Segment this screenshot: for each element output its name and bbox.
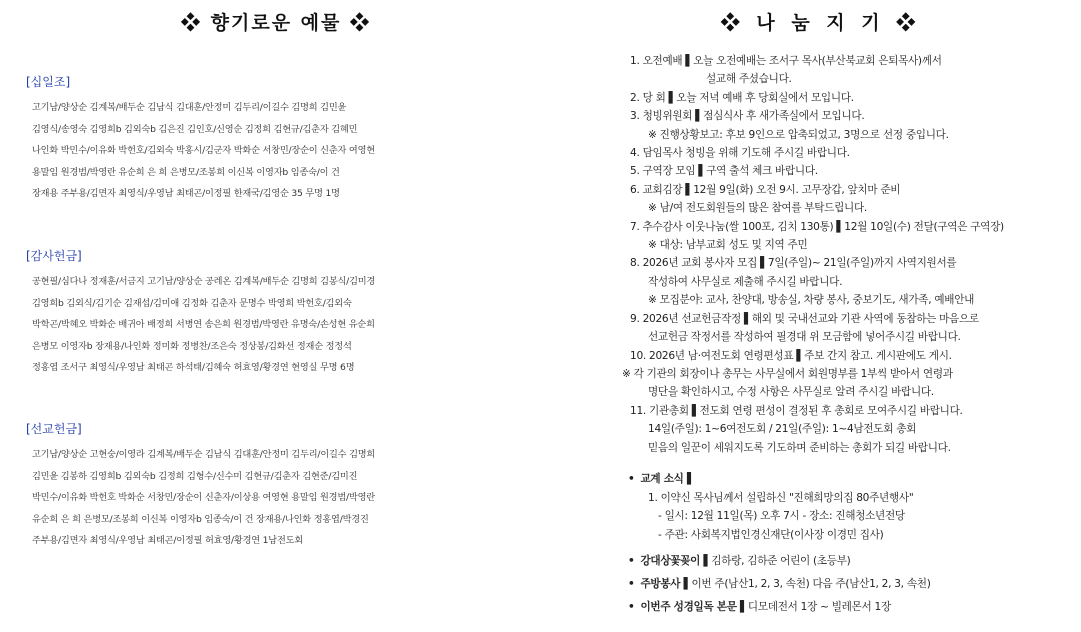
notice-item: 4. 담임목사 청빙을 위해 기도해 주시길 바랍니다. [630, 147, 850, 160]
church-news-title: 교계 소식 ▌ [640, 473, 695, 485]
news-section [628, 470, 1073, 616]
mission-names [26, 444, 556, 552]
mission-section [26, 420, 556, 552]
thanks-section [26, 247, 556, 379]
bullet-icon: • [628, 577, 635, 590]
thanks-title: [감사헌금] [26, 249, 82, 263]
notice-item: 6. 교회김장 ▌12월 9일(화) 오전 9시. 고무장갑, 앞치마 준비 [630, 183, 901, 196]
name-line: 고기남/양상순 고현숭/이영라 김계복/배두순 김남식 김대훈/안정미 김두리/이길수 김명희 [32, 449, 376, 460]
notice-item: ※ 대상: 남부교회 성도 및 지역 주민 [648, 239, 808, 252]
kitchen-item [628, 575, 1073, 594]
name-line: 김민윤 김봉하 김영희b 김외숙b 김정희 김형수/신수미 김현규/김춘자 김현준/김미진 [32, 470, 358, 482]
notice-item: ※ 남/여 전도회원들의 많은 참여를 부탁드립니다. [648, 202, 867, 215]
church-news-line: 1. 이약신 목사님께서 설립하신 "진해희망의집 80주년행사" [648, 491, 914, 504]
notice-item: ※ 각 기관의 회장이나 총무는 사무실에서 회원명부를 1부씩 받아서 연령과 [622, 367, 953, 380]
flower-text: 김하랑, 김하준 어린이 (초등부) [711, 555, 851, 568]
flower-item [628, 552, 1073, 571]
name-line: 박학곤/박혜오 박화순 배귀아 배정희 서병연 송은희 원경범/박영란 유명숙/손성현 유순희 [32, 319, 375, 331]
notice-item: 9. 2026년 선교헌금작정 ▌해외 및 국내선교와 기관 사역에 동참하는 마음으로 [630, 312, 979, 325]
tithe-names [26, 97, 556, 205]
mission-title: [선교헌금] [26, 422, 82, 436]
name-line: 나인화 박민수/이유화 박헌호/김외숙 박홍시/김군자 박화순 서창민/장순이 신춘자 여영현 [32, 145, 375, 157]
notice-item: 명단을 확인하시고, 수정 사항은 사무실로 알려 주시길 바랍니다. [648, 386, 934, 399]
notice-item: 7. 추수감사 이웃나눔(쌀 100포, 김치 130통) ▌12월 10일(수) 전달(구역은 구역장) [630, 220, 1004, 233]
name-line: 장재용 주부용/김면자 최영식/우영남 최태곤/이정필 한재국/김영순 35 무명 1명 [32, 188, 340, 200]
notice-item: 설교해 주셨습니다. [706, 73, 792, 86]
notice-item: 14일(주일): 1~6여전도회 / 21일(주일): 1~4남전도회 총회 [648, 423, 917, 436]
bible-title: 이번주 성경일독 본문 ▌ [640, 600, 748, 613]
notice-item: 선교헌금 작정서를 작성하여 필경대 위 모금함에 넣어주시길 바랍니다. [648, 331, 961, 344]
name-line: 박민수/이유화 박헌호 박화순 서창민/장순이 신춘자/이상용 여영현 용말임 원경범/박영란 [32, 492, 375, 504]
notice-item: 작성하여 사무실로 제출해 주시길 바랍니다. [648, 275, 843, 288]
tithe-title: [십일조] [26, 75, 71, 89]
notice-item: 10. 2026년 남·여전도회 연령편성표 ▌주보 간지 참고. 게시판에도 게시. [630, 349, 952, 362]
notice-list [622, 52, 1075, 457]
name-line: 공현필/심다나 정재훈/서금지 고기남/양상순 공레온 김계복/배두순 김명희 김봉식/김미경 [32, 276, 376, 287]
church-news-heading [628, 470, 1073, 489]
offerings-title: ❖ 향기로운 예물 ❖ [181, 12, 371, 34]
name-line: 김영식/송영숙 김영희b 김외숙b 김은진 김인호/신영순 김정희 김현규/김춘자 김혜민 [32, 123, 358, 135]
name-line: 유순희 은 희 은병모/조봉희 이신복 이영자b 임종숙/이 건 장재용/나인화 정홍엽/박경진 [32, 513, 369, 525]
church-news-line: - 주관: 사회복지법인경신재단(이사장 이경민 집사) [658, 528, 884, 541]
notice-item: ※ 진행상황보고: 후보 9인으로 압축되었고, 3명으로 선정 중입니다. [648, 128, 949, 141]
kitchen-title: 주방봉사 ▌ [640, 577, 692, 590]
name-line: 주부용/김면자 최영식/우영남 최태곤/이정필 허효영/황경연 1남전도회 [32, 535, 304, 547]
kitchen-text: 이번 주(남산1, 2, 3, 속천) 다음 주(남산1, 2, 3, 속천) [691, 577, 931, 590]
name-line: 정홍엽 조서구 최영식/우영남 최태곤 하석태/김혜숙 허효영/황경연 현영실 무명 6명 [32, 362, 355, 374]
name-line: 용말임 원경범/박영란 유순희 은 희 은병모/조봉희 이신복 이영자b 임종숙/이 건 [32, 166, 340, 178]
notice-item: 1. 오전예배 ▌오늘 오전예배는 조서구 목사(부산북교회 은퇴목사)께서 [630, 55, 942, 67]
notice-item: 5. 구역장 모임 ▌구역 출석 체크 바랍니다. [630, 165, 818, 178]
bible-text: 디모데전서 1장 ~ 빌레몬서 1장 [747, 600, 891, 613]
name-line: 고기남/양상순 김계복/배두순 김남식 김대훈/안정미 김두리/이길수 김명희 김민윤 [32, 102, 347, 113]
notice-item: 믿음의 일꾼이 세워지도록 기도하며 준비하는 총회가 되길 바랍니다. [648, 441, 951, 454]
notice-item: ※ 모집분야: 교사, 찬양대, 방송실, 차량 봉사, 중보기도, 새가족, 예배안내 [648, 294, 975, 307]
bible-item [628, 598, 1073, 617]
thanks-names [26, 271, 556, 379]
notice-item: 8. 2026년 교회 봉사자 모집 ▌7일(주일)~ 21일(주일)까지 사역지원서를 [630, 257, 957, 270]
church-news-line: - 일시: 12월 11일(목) 오후 7시 - 장소: 진해청소년전당 [658, 510, 905, 523]
bullet-icon: • [628, 600, 635, 613]
tithe-section [26, 73, 556, 205]
notice-item: 11. 기관총회 ▌전도회 연령 편성이 결정된 후 총회로 모여주시길 바랍니다. [630, 404, 963, 417]
notice-item: 2. 당 회 ▌오늘 저녁 예배 후 당회실에서 모입니다. [630, 91, 854, 104]
flower-title: 강대상꽃꽂이 ▌ [640, 555, 712, 568]
name-line: 은병모 이영자b 장재용/나인화 정미화 정병찬/조은숙 정상봉/김화선 정재순 정정석 [32, 340, 352, 352]
name-line: 김영희b 김외식/김기순 김재섭/김미애 김정화 김춘자 문명수 박영희 박헌호/김외숙 [32, 297, 352, 309]
notice-item: 3. 청빙위원회 ▌점심식사 후 새가족실에서 모입니다. [630, 110, 865, 123]
bullet-icon: • [628, 555, 635, 568]
announcements-title: ❖ 나 눔 지 기 ❖ [720, 12, 921, 34]
bullet-icon: • [628, 473, 635, 485]
